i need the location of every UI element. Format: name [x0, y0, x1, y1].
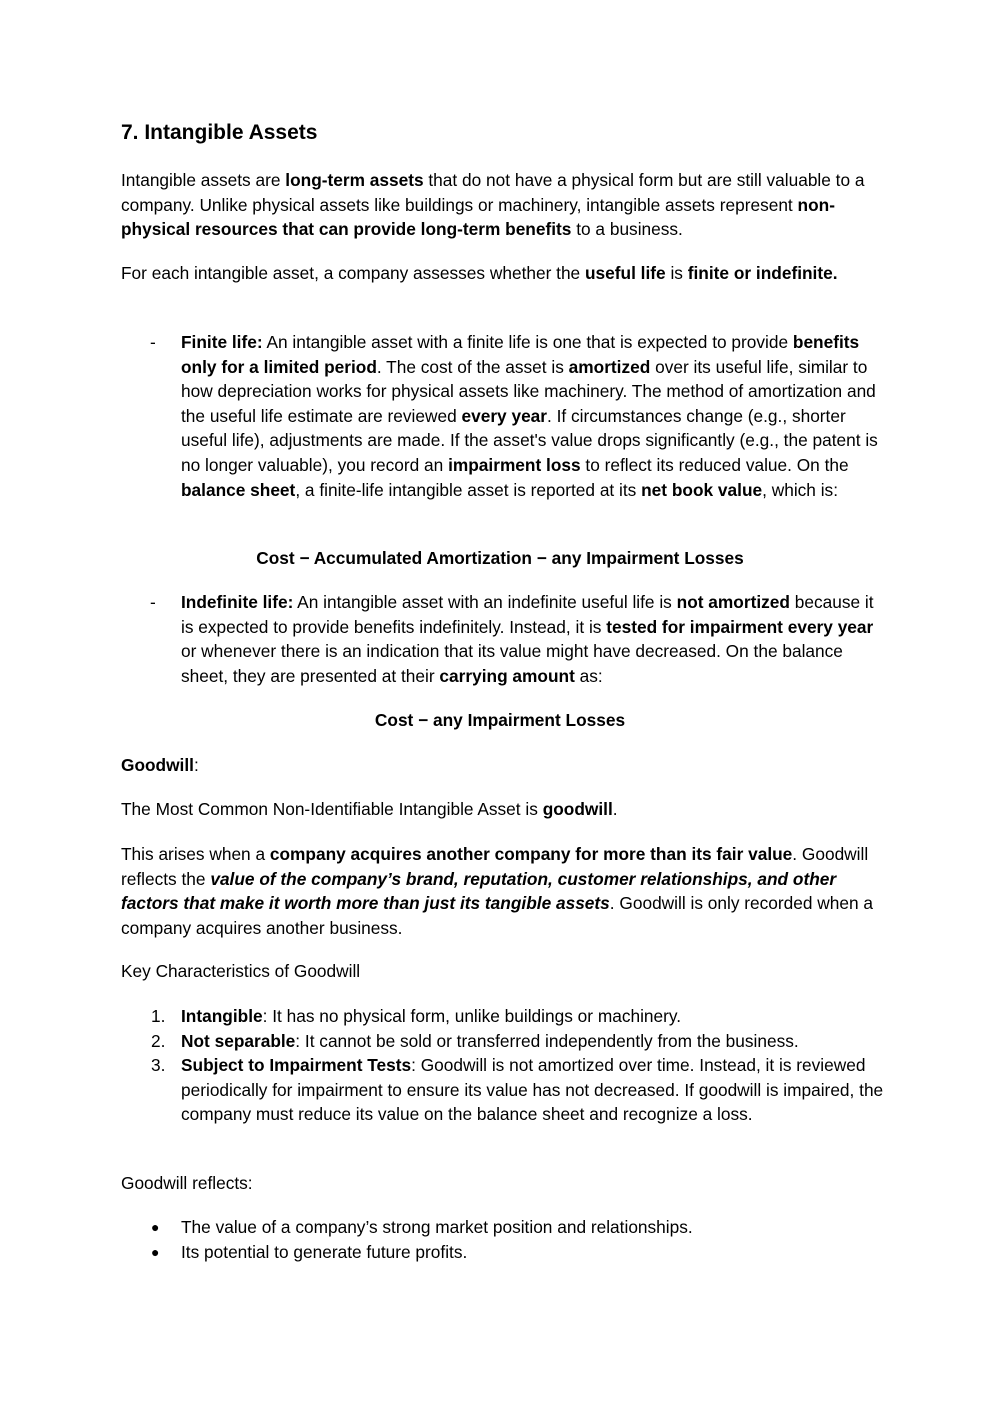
finite-bold-3: amortized	[568, 356, 651, 377]
list-number: 3.	[151, 1055, 166, 1075]
list-number: 2.	[151, 1031, 166, 1051]
characteristic-term: Intangible	[181, 1006, 263, 1026]
goodwill-label-colon: :	[193, 755, 199, 775]
finite-life-item	[181, 330, 886, 502]
common-paragraph	[121, 797, 886, 822]
assess-paragraph	[121, 261, 886, 286]
indefinite-text-1: An intangible asset with an indefinite useful life is	[293, 592, 677, 612]
arises-paragraph	[121, 842, 886, 940]
indefinite-bold-1: Indefinite life:	[181, 592, 294, 612]
indefinite-bold-4: carrying amount	[439, 665, 575, 686]
finite-bold-7: net book value	[641, 479, 763, 500]
finite-text-4: . If circumstances change (e.g., shorter useful life), adjustments are made. If the asset's value drops significantly (e.g., the patent is no longer valuable), you record an	[181, 405, 878, 475]
finite-text-2: . The cost of the asset is	[376, 356, 569, 377]
characteristic-text: : Goodwill is not amortized over time. Instead, it is reviewed periodically for impairment to ensure its value has not decreased. If goodwill is impaired, the company must reduce its value on the balance sheet and recognize a loss.	[181, 1055, 884, 1125]
intro-text-2: that do not have a physical form but are still valuable to a company. Unlike physical assets like buildings or machinery, intangible assets represent	[121, 170, 865, 215]
finite-bold-1: Finite life:	[181, 332, 263, 352]
intro-text-1: Intangible assets are	[121, 170, 286, 190]
indefinite-text-3: or whenever there is an indication that its value might have decreased. On the balance sheet, they are presented at their	[181, 641, 843, 686]
assess-text-1: For each intangible asset, a company assesses whether the	[121, 263, 585, 283]
list-item	[181, 1029, 886, 1054]
indefinite-life-item	[181, 590, 886, 688]
finite-text-1: An intangible asset with a finite life is one that is expected to provide	[262, 332, 793, 352]
indefinite-text-2: because it is expected to provide benefits indefinitely. Instead, it is	[181, 592, 874, 637]
finite-text-6: , a finite-life intangible asset is reported at its	[295, 479, 642, 500]
reflects-heading: Goodwill reflects:	[121, 1173, 253, 1193]
bullet-icon: ●	[151, 1244, 160, 1260]
indefinite-formula: Cost − any Impairment Losses	[374, 710, 626, 730]
common-bold-1: goodwill	[542, 799, 613, 819]
finite-bold-2: benefits only for a limited period	[181, 332, 860, 377]
finite-bold-5: impairment loss	[448, 454, 581, 475]
finite-text-3: over its useful life, similar to how depreciation works for physical assets like machinery. The method of amortization and the useful life estimate are reviewed	[181, 356, 876, 426]
finite-bold-6: balance sheet	[181, 479, 296, 500]
finite-formula: Cost − Accumulated Amortization − any Impairment Losses	[256, 548, 744, 568]
arises-text-2: . Goodwill reflects the	[121, 844, 869, 889]
bullet-icon: ●	[151, 1219, 160, 1235]
intro-paragraph	[121, 168, 886, 242]
assess-bold-1: useful life	[584, 263, 666, 283]
list-item: The value of a company’s strong market position and relationships.	[181, 1217, 693, 1237]
arises-bold-italic: value of the company’s brand, reputation, customer relationships, and other factors that make it worth more than just its tangible assets	[121, 868, 837, 914]
list-item	[181, 1004, 886, 1029]
arises-text-3: . Goodwill is only recorded when a company acquires another business.	[121, 893, 873, 938]
intro-text-3: to a business.	[571, 219, 683, 240]
dash-marker: -	[150, 592, 156, 612]
arises-bold-1: company acquires another company for more than its fair value	[269, 844, 793, 864]
dash-marker: -	[150, 332, 156, 352]
goodwill-label-bold: Goodwill	[121, 755, 194, 775]
common-text-2: .	[612, 799, 618, 819]
characteristic-text: : It cannot be sold or transferred independently from the business.	[295, 1031, 799, 1051]
finite-text-5: to reflect its reduced value. On the	[580, 454, 849, 475]
list-item: Its potential to generate future profits.	[181, 1242, 468, 1262]
list-number: 1.	[151, 1006, 166, 1026]
characteristic-term: Subject to Impairment Tests	[181, 1055, 412, 1075]
finite-bold-4: every year	[461, 405, 548, 426]
intro-bold-1: long-term assets	[285, 170, 424, 190]
assess-bold-2: finite or indefinite.	[687, 263, 838, 283]
section-heading: 7. Intangible Assets	[121, 121, 318, 144]
common-text-1: The Most Common Non-Identifiable Intangible Asset is	[121, 799, 543, 819]
indefinite-text-4: as:	[574, 665, 603, 686]
indefinite-bold-3: tested for impairment every year	[606, 616, 874, 637]
finite-text-7: , which is:	[762, 479, 838, 500]
intro-bold-2: non-physical resources that can provide long-term benefits	[121, 194, 835, 240]
key-characteristics-heading: Key Characteristics of Goodwill	[121, 961, 361, 981]
indefinite-bold-2: not amortized	[676, 592, 790, 612]
list-item	[181, 1053, 886, 1127]
characteristic-term: Not separable	[181, 1031, 296, 1051]
arises-text-1: This arises when a	[121, 844, 270, 864]
characteristic-text: : It has no physical form, unlike buildings or machinery.	[262, 1006, 682, 1026]
assess-text-2: is	[665, 263, 688, 283]
goodwill-label	[121, 753, 886, 778]
